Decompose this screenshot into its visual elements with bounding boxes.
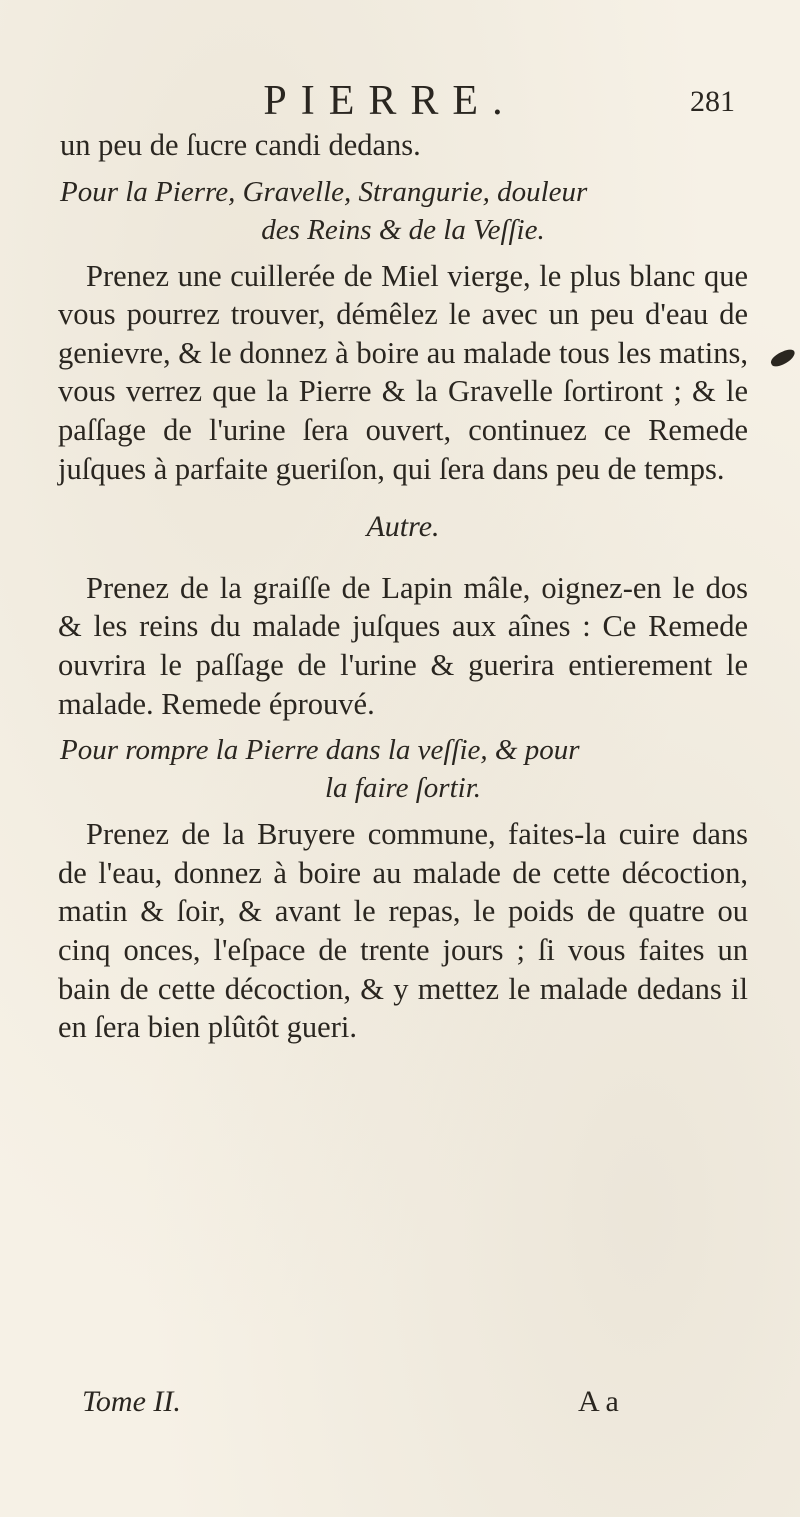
- heading-line-2: des Reins & de la Veſſie.: [261, 213, 545, 246]
- heading-line-2: la faire ſortir.: [324, 772, 482, 805]
- continued-line: un peu de ſucre candi dedans.: [60, 128, 421, 162]
- heading-line-1: Pour rompre la Pierre dans la veſſie, & pour: [60, 734, 580, 767]
- page-footer: [0, 1385, 800, 1435]
- recipe-paragraph-miel: Prenez une cuillerée de Miel vierge, le plus blanc que vous pourrez trouver, démêlez le avec un peu d'eau de genievre, & le donnez à boire au malade tous les matins, vous verrez que la Pierre & la Gravelle ſortiront ; & le paſſage de l'urine ſera ouvert, continuez ce Remede juſques à parfaite gueriſon, qui ſera dans peu de temps.: [58, 258, 748, 486]
- recipe-heading-rompre-pierre: [58, 731, 748, 807]
- recipe-heading-pierre-gravelle: [58, 173, 748, 249]
- page-body: [58, 126, 748, 1055]
- recipe-paragraph-bruyere: Prenez de la Bruyere commune, faites-la cuire dans de l'eau, donnez à boire au malade de cette décoction, matin & ſoir, & avant le repas, le poids de quatre ou cinq onces, l'eſpace de trente jours ; ſi vous faites un bain de cette décoction, & y mettez le malade dedans il en ſera bien plûtôt gueri.: [58, 817, 748, 1045]
- running-head: [0, 76, 800, 126]
- recipe-heading-autre: Autre.: [366, 510, 440, 544]
- recipe-paragraph-lapin: Prenez de la graiſſe de Lapin mâle, oignez-en le dos & les reins du malade juſques aux aînes : Ce Remede ouvrira le paſſage de l'urine & guerira entierement le malade. Remede éprouvé.: [58, 570, 748, 721]
- ink-blot-mark: [769, 347, 798, 369]
- signature-mark: A a: [578, 1385, 619, 1418]
- running-title: PIERRE.: [263, 78, 517, 124]
- page-number: 281: [690, 85, 735, 118]
- tome-label: Tome II.: [82, 1385, 181, 1418]
- heading-line-1: Pour la Pierre, Gravelle, Strangurie, douleur: [60, 175, 588, 208]
